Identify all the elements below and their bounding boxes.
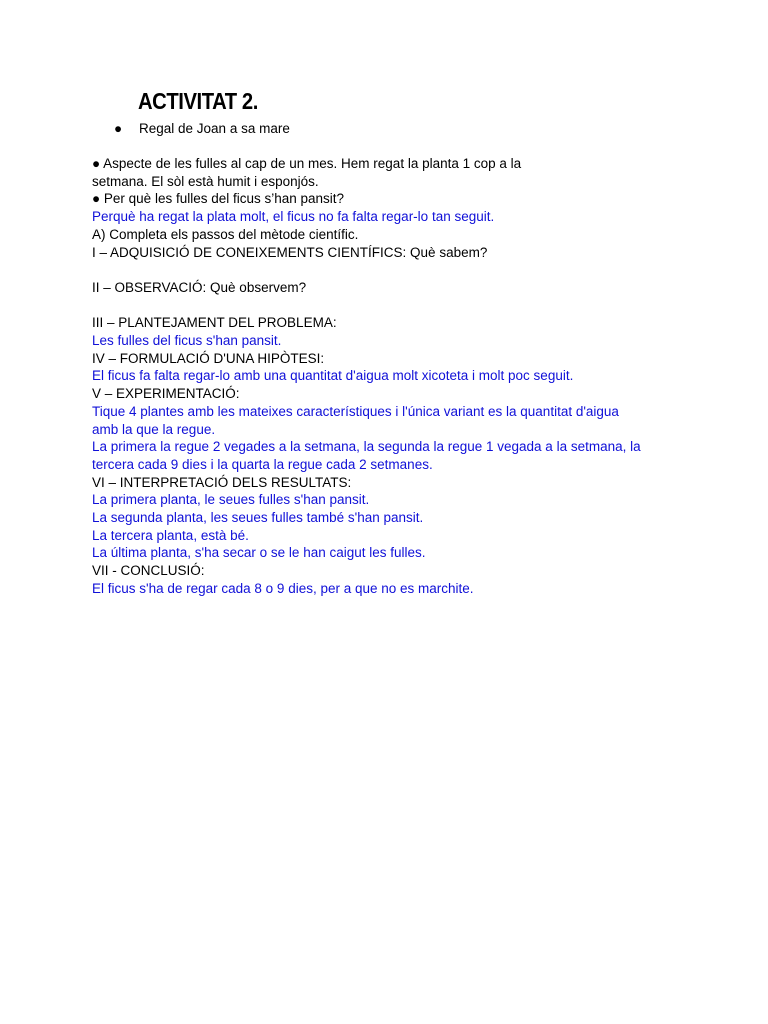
document-body [92, 155, 692, 598]
step-6-answer-line-3: La tercera planta, està bé. [92, 527, 249, 543]
bullet-icon: ● [114, 121, 123, 136]
step-7-answer: El ficus s'ha de regar cada 8 o 9 dies, per a que no es marchite. [92, 580, 474, 596]
step-5-answer-line-2: amb la que la regue. [92, 421, 216, 437]
step-5-answer-line-1: Tique 4 plantes amb les mateixes característiques i l'única variant es la quantitat d'aigua [92, 403, 619, 419]
step-6-answer-line-2: La segunda planta, les seues fulles també s'han pansit. [92, 510, 424, 526]
step-5-answer-line-4: tercera cada 9 dies i la quarta la regue cada 2 setmanes. [92, 456, 433, 472]
step-3-heading: III – PLANTEJAMENT DEL PROBLEMA: [92, 315, 337, 331]
step-2-heading: II – OBSERVACIÓ: Què observem? [92, 279, 307, 295]
question-line: ● Per què les fulles del ficus s’han pansit? [92, 191, 345, 207]
instruction-line: A) Completa els passos del mètode científic. [92, 226, 359, 242]
step-4-heading: IV – FORMULACIÓ D'UNA HIPÒTESI: [92, 350, 325, 366]
step-3-answer: Les fulles del ficus s'han pansit. [92, 333, 282, 348]
observation-line-2: setmana. El sòl està humit i esponjós. [92, 173, 319, 189]
step-5-heading: V – EXPERIMENTACIÓ: [92, 386, 240, 402]
answer-line: Perquè ha regat la plata molt, el ficus no fa falta regar-lo tan seguit. [92, 209, 495, 225]
observation-line-1: ● Aspecte de les fulles al cap de un mes. Hem regat la planta 1 cop a la [92, 156, 522, 171]
step-5-answer-line-3: La primera la regue 2 vegades a la setmana, la segunda la regue 1 vegada a la setmana, la [92, 439, 641, 455]
spacer [92, 261, 692, 279]
step-4-answer: El ficus fa falta regar-lo amb una quantitat d'aigua molt xicoteta i molt poc seguit. [92, 368, 574, 384]
step-1-heading: I – ADQUISICIÓ DE CONEIXEMENTS CIENTÍFICS: Què sabem? [92, 244, 488, 260]
spacer [92, 297, 692, 315]
step-6-answer-line-1: La primera planta, le seues fulles s'han pansit. [92, 492, 370, 508]
page-title: ACTIVITAT 2. [138, 88, 258, 114]
subtitle-item [114, 120, 290, 138]
step-7-heading: VII - CONCLUSIÓ: [92, 563, 205, 579]
step-6-answer-line-4: La última planta, s'ha secar o se le han caigut les fulles. [92, 545, 426, 561]
step-6-heading: VI – INTERPRETACIÓ DELS RESULTATS: [92, 474, 352, 490]
subtitle-text: Regal de Joan a sa mare [139, 121, 290, 136]
